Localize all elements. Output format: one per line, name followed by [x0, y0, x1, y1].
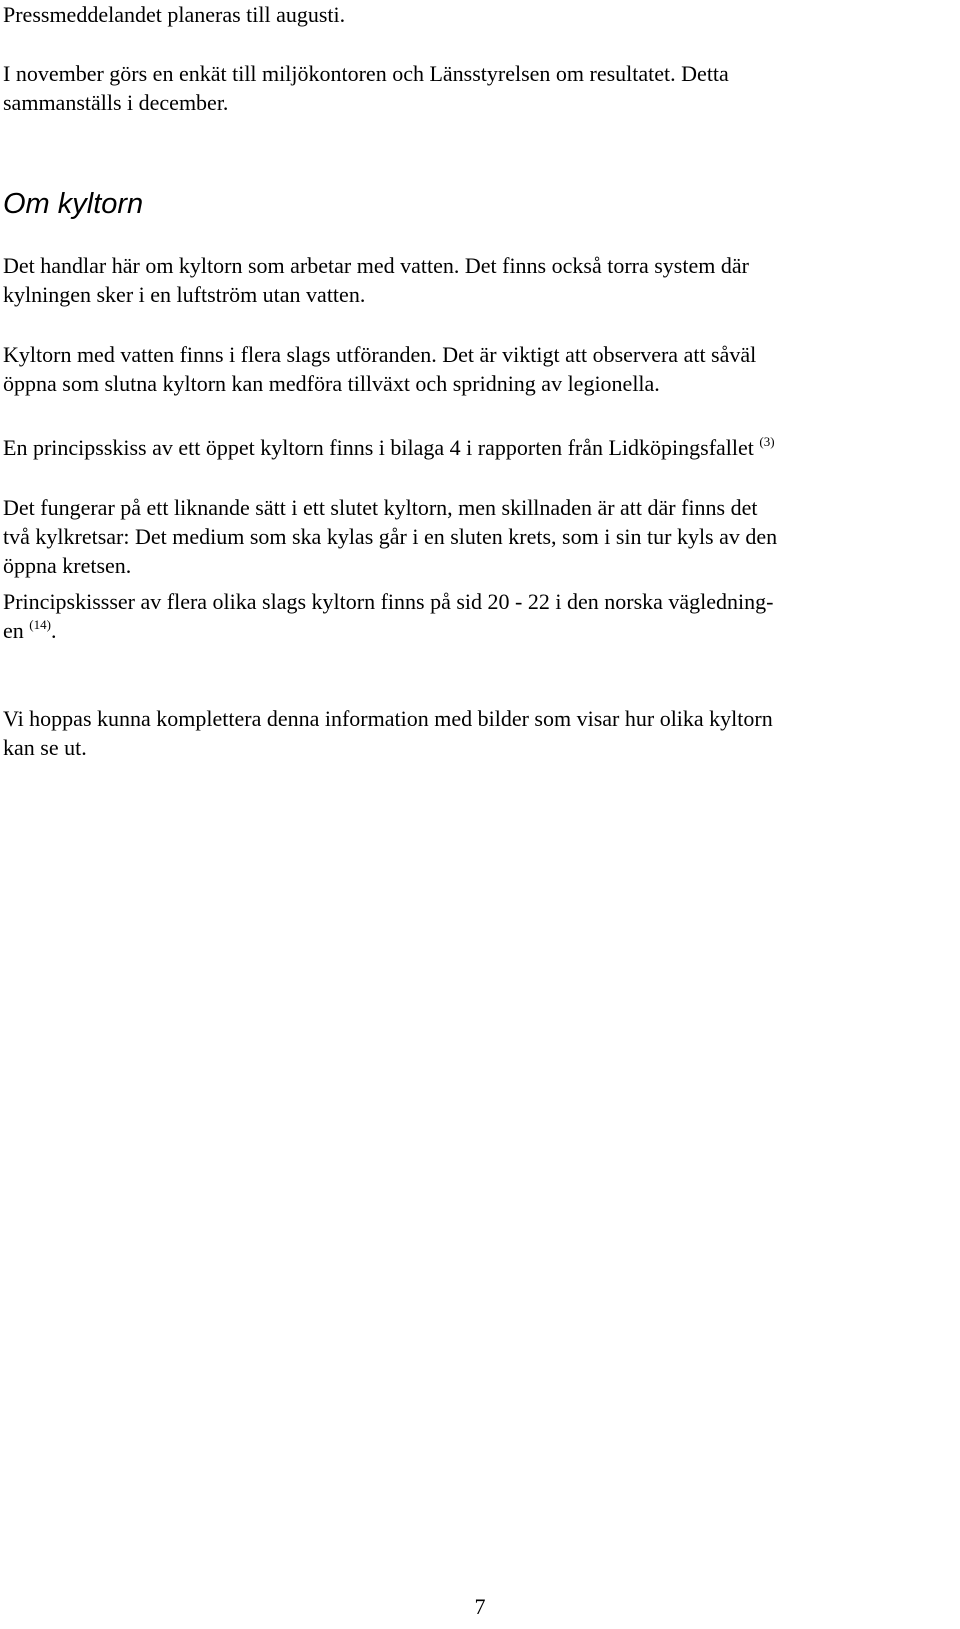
text-line: Kyltorn med vatten finns i flera slags utföranden. Det är viktigt att observera att såväl	[3, 342, 757, 367]
text-line: kylningen sker i en luftström utan vatten.	[3, 282, 366, 307]
section-heading: Om kyltorn	[3, 188, 144, 220]
footnote-ref: (14)	[29, 617, 51, 632]
page-number: 7	[474, 1594, 486, 1619]
paragraph-types	[3, 340, 953, 398]
text-line: En principsskiss av ett öppet kyltorn finns i bilaga 4 i rapporten från Lidköpingsfallet	[3, 435, 754, 460]
text-line: Vi hoppas kunna komplettera denna information med bilder som visar hur olika kyltorn	[3, 706, 773, 731]
text-line: Pressmeddelandet planeras till augusti.	[3, 2, 346, 27]
paragraph-images-note	[3, 704, 953, 762]
paragraph-survey	[3, 59, 953, 117]
text-line: en	[3, 618, 24, 643]
text-line: kan se ut.	[3, 735, 87, 760]
footnote-ref: (3)	[759, 434, 775, 449]
text-line: sammanställs i december.	[3, 90, 229, 115]
text-line: .	[50, 618, 57, 643]
text-line: I november görs en enkät till miljökontoren och Länsstyrelsen om resultatet. Detta	[3, 61, 729, 86]
paragraph-closed-tower	[3, 493, 953, 580]
text-line: öppna kretsen.	[3, 553, 132, 578]
text-line: Det handlar här om kyltorn som arbetar med vatten. Det finns också torra system där	[3, 253, 749, 278]
text-line: Det fungerar på ett liknande sätt i ett slutet kyltorn, men skillnaden är att där finns det	[3, 495, 758, 520]
paragraph-norwegian-guide	[3, 587, 953, 645]
text-line: öppna som slutna kyltorn kan medföra tillväxt och spridning av legionella.	[3, 371, 660, 396]
paragraph-press-release	[3, 0, 953, 29]
text-line: två kylkretsar: Det medium som ska kylas går i en sluten krets, som i sin tur kyls av den	[3, 524, 778, 549]
paragraph-sketch-reference	[3, 433, 953, 462]
text-line: Principskissser av flera olika slags kyltorn finns på sid 20 - 22 i den norska vägledning-	[3, 589, 774, 614]
paragraph-intro	[3, 251, 953, 309]
